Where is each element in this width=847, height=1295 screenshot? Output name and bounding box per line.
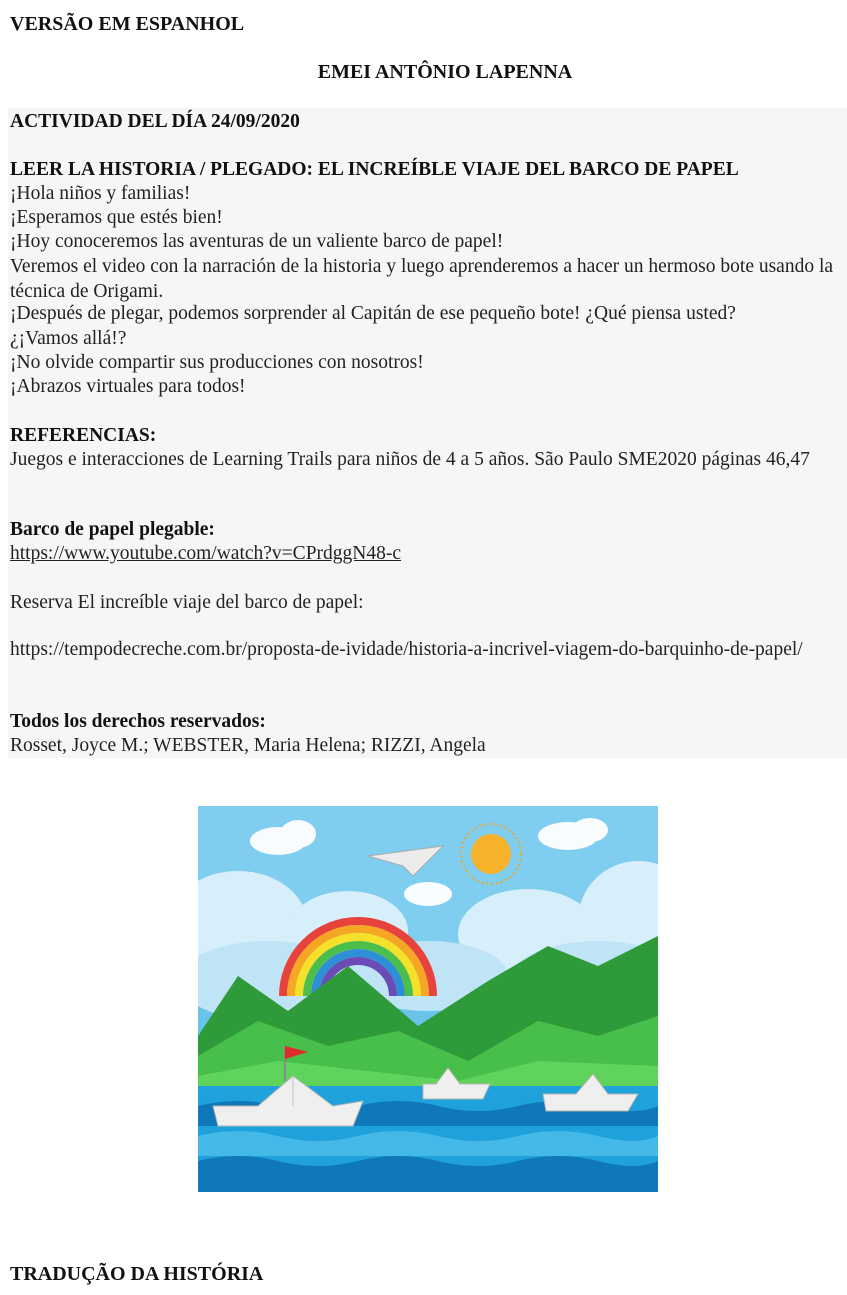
folding-heading: Barco de papel plegable: (10, 519, 215, 540)
lets-go-line: ¿¡Vamos allá!? (10, 328, 127, 349)
references-heading: REFERENCIAS: (10, 425, 157, 446)
share-line: ¡No olvide compartir sus producciones con nosotros! (10, 352, 424, 373)
section-heading: VERSÃO EM ESPANHOL (10, 13, 245, 35)
book-label: Reserva El increíble viaje del barco de papel: (10, 592, 364, 613)
activity-date: ACTIVIDAD DEL DÍA 24/09/2020 (10, 111, 300, 132)
references-text: Juegos e interacciones de Learning Trails para niños de 4 a 5 años. São Paulo SME2020 páginas 46,47 (10, 449, 810, 470)
rights-heading: Todos los derechos reservados: (10, 711, 266, 732)
video-line: Veremos el video con la narración de la historia y luego aprenderemos a hacer un hermoso bote usando la técnica de Origami. (10, 256, 834, 302)
greeting-line: ¡Hola niños y familias! (10, 183, 191, 204)
activity-title: LEER LA HISTORIA / PLEGADO: EL INCREÍBLE VIAJE DEL BARCO DE PAPEL (10, 159, 739, 180)
rights-authors: Rosset, Joyce M.; WEBSTER, Maria Helena; RIZZI, Angela (10, 735, 486, 756)
book-url[interactable]: https://tempodecreche.com.br/proposta-de-ividade/historia-a-incrivel-viagem-do-barquinho-de-papel/ (10, 639, 803, 660)
intro-line: ¡Hoy conoceremos las aventuras de un valiente barco de papel! (10, 231, 504, 252)
surprise-line: ¡Después de plegar, podemos sorprender al Capitán de ese pequeño bote! ¿Qué piensa usted? (10, 303, 736, 324)
youtube-link[interactable]: https://www.youtube.com/watch?v=CPrdggN48-c (10, 543, 402, 564)
translation-heading: TRADUÇÃO DA HISTÓRIA (10, 1263, 264, 1285)
hugs-line: ¡Abrazos virtuales para todos! (10, 376, 246, 397)
school-name: EMEI ANTÔNIO LAPENNA (317, 61, 573, 83)
paper-boat-illustration (198, 806, 658, 1192)
wish-line: ¡Esperamos que estés bien! (10, 207, 223, 228)
